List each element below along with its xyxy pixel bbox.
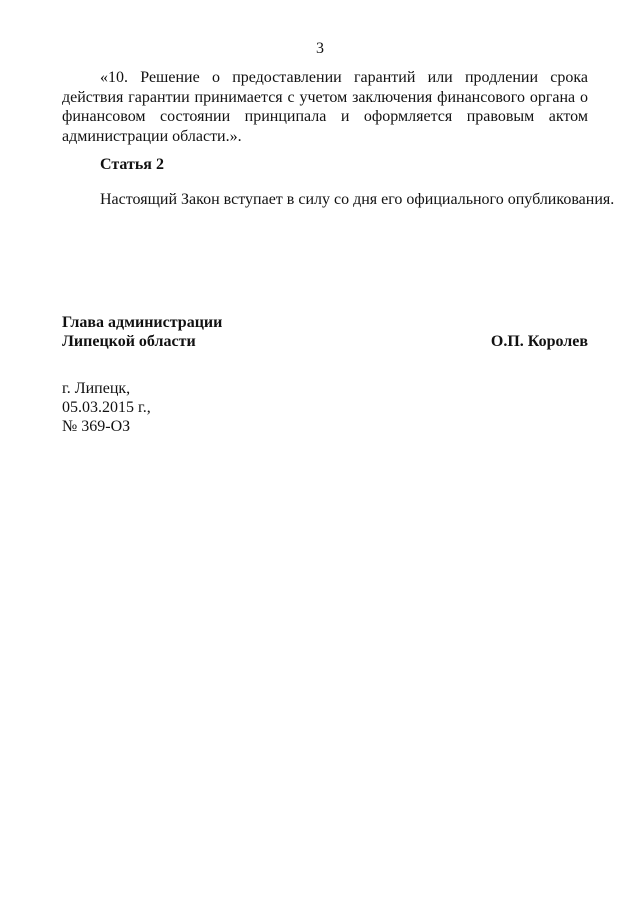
- signatory-title: [62, 313, 222, 351]
- document-footer: [62, 379, 151, 436]
- amendment-paragraph: «10. Решение о предоставлении гарантий или продлении срока действия гарантии принимается с учетом заключения финансового органа о финансовом состоянии принципала и оформляется правовым актом администрации области.».: [62, 69, 588, 145]
- page-number: 3: [316, 40, 324, 57]
- footer-date: 05.03.2015 г.,: [62, 399, 151, 416]
- signatory-title-line1: Глава администрации: [62, 314, 223, 331]
- article-body: Настоящий Закон вступает в силу со дня его официального опубликования.: [100, 191, 615, 208]
- article-heading: Статья 2: [100, 156, 164, 173]
- signatory-name: О.П. Королев: [490, 333, 588, 350]
- footer-number: № 369-ОЗ: [62, 418, 131, 435]
- signatory-title-line2: Липецкой области: [62, 333, 196, 350]
- footer-city: г. Липецк,: [62, 380, 131, 397]
